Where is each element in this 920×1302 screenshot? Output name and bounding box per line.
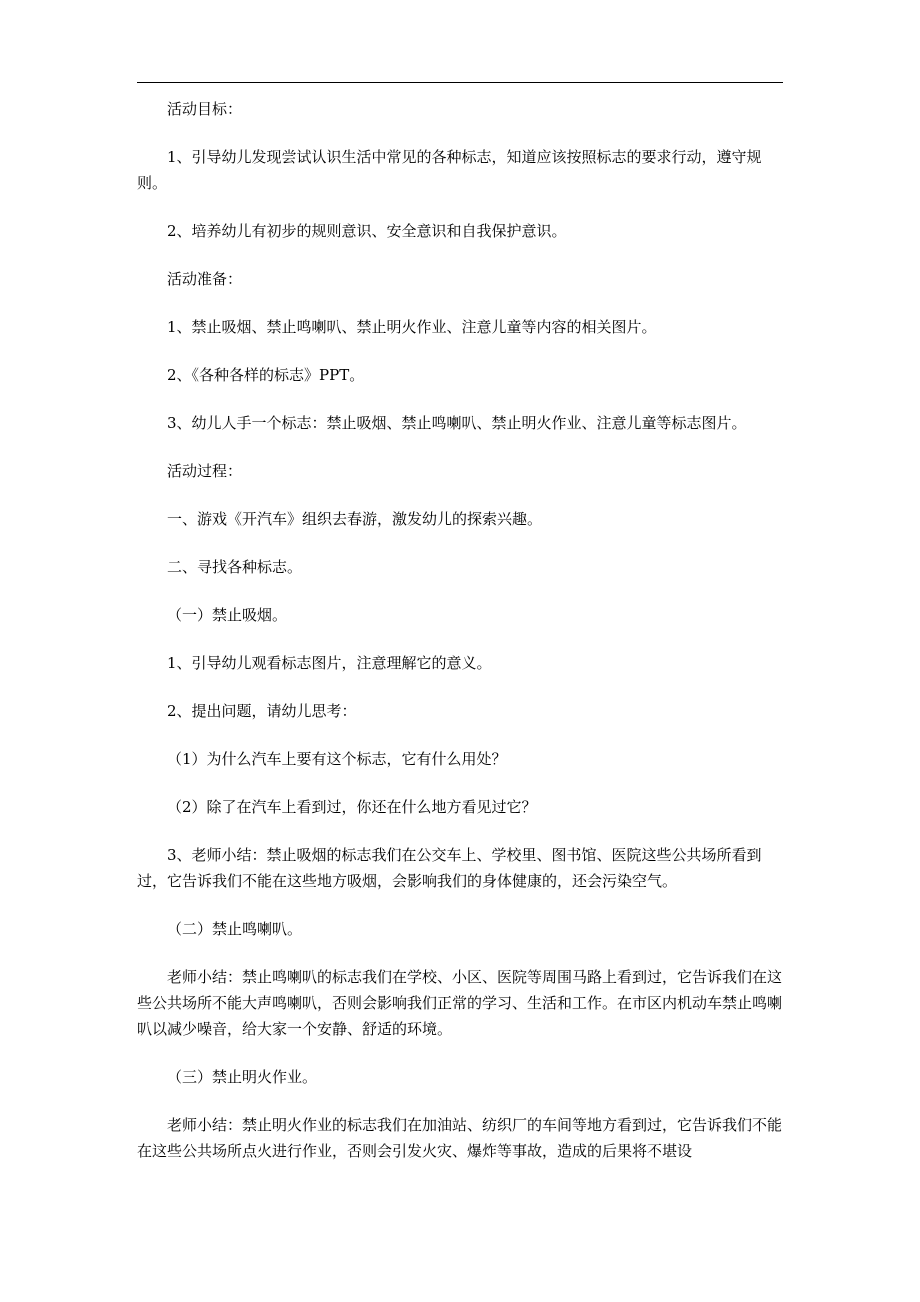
process-step-2: 二、寻找各种标志。 <box>167 558 303 576</box>
goal-item-2: 2、培养幼儿有初步的规则意识、安全意识和自我保护意识。 <box>167 222 567 240</box>
process-step-1: 一、游戏《开汽车》组织去春游，激发幼儿的探索兴趣。 <box>167 510 543 528</box>
header-rule <box>137 82 783 83</box>
question-2: （2）除了在汽车上看到过，你还在什么地方看见过它？ <box>167 798 537 816</box>
preparation-item-3: 3、幼儿人手一个标志：禁止吸烟、禁止鸣喇叭、禁止明火作业、注意儿童等标志图片。 <box>167 414 747 432</box>
no-smoking-summary: 3、老师小结：禁止吸烟的标志我们在公交车上、学校里、图书馆、医院这些公共场所看到过，它告诉我们不能在这些地方吸烟，会影响我们的身体健康的，还会污染空气。 <box>137 846 762 890</box>
section-no-smoking: （一）禁止吸烟。 <box>167 606 288 624</box>
no-smoking-item-1: 1、引导幼儿观看标志图片，注意理解它的意义。 <box>167 654 492 672</box>
no-honking-summary: 老师小结：禁止鸣喇叭的标志我们在学校、小区、医院等周围马路上看到过，它告诉我们在这些公共场所不能大声鸣喇叭，否则会影响我们正常的学习、生活和工作。在市区内机动车禁止鸣喇叭以减少噪音，给大家一个安静、舒适的环境。 <box>137 968 783 1038</box>
goal-item-1: 1、引导幼儿发现尝试认识生活中常见的各种标志，知道应该按照标志的要求行动，遵守规则。 <box>137 148 762 192</box>
preparation-item-2: 2、《各种各样的标志》PPT。 <box>167 366 365 384</box>
section-no-open-flame: （三）禁止明火作业。 <box>167 1068 318 1086</box>
heading-activity-preparation: 活动准备： <box>167 270 243 288</box>
section-no-honking: （二）禁止鸣喇叭。 <box>167 920 303 938</box>
heading-activity-goals: 活动目标： <box>167 100 243 118</box>
no-open-flame-summary: 老师小结：禁止明火作业的标志我们在加油站、纺织厂的车间等地方看到过，它告诉我们不能在这些公共场所点火进行作业，否则会引发火灾、爆炸等事故，造成的后果将不堪设 <box>137 1116 783 1160</box>
heading-activity-process: 活动过程： <box>167 462 243 480</box>
document-body <box>137 96 783 1186</box>
question-1: （1）为什么汽车上要有这个标志，它有什么用处？ <box>167 750 507 768</box>
no-smoking-item-2: 2、提出问题，请幼儿思考： <box>167 702 357 720</box>
preparation-item-1: 1、禁止吸烟、禁止鸣喇叭、禁止明火作业、注意儿童等内容的相关图片。 <box>167 318 657 336</box>
